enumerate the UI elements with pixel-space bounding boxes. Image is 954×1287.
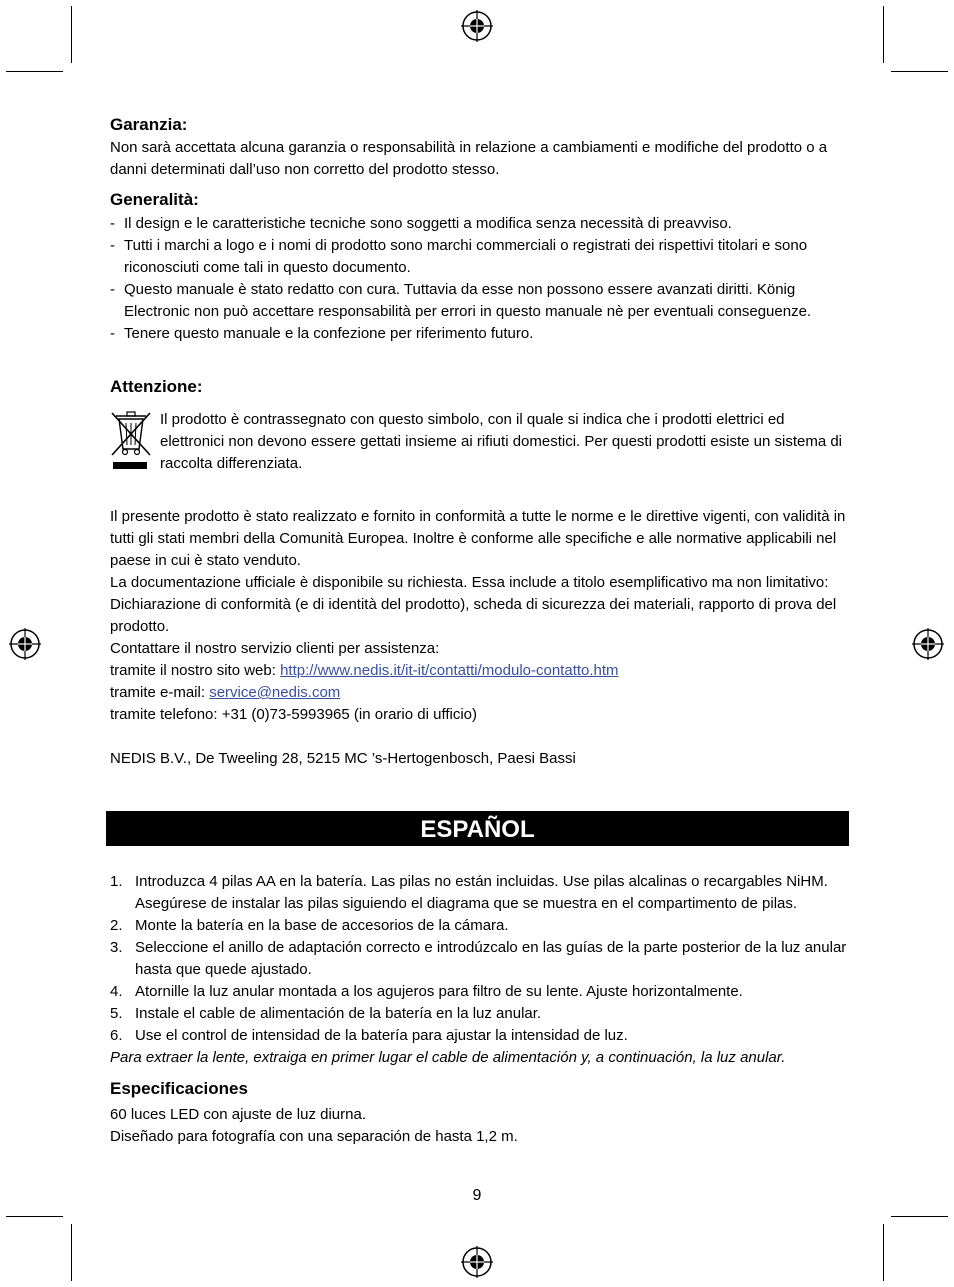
crop-mark	[71, 6, 72, 63]
step-text: Use el control de intensidad de la batería para ajustar la intensidad de luz.	[135, 1027, 628, 1044]
crop-mark	[6, 1216, 63, 1217]
list-item: - Tutti i marchi a logo e i nomi di prodotto sono marchi commerciali o registrati dei rispettivi titolari e sono riconosciuti come tali in questo documento.	[110, 235, 850, 279]
step-number: 1.	[110, 873, 123, 890]
garanzia-text: Non sarà accettata alcuna garanzia o responsabilità in relazione a cambiamenti e modifiche del prodotto o a danni determinati dall’uso non corretto del prodotto stesso.	[110, 139, 828, 178]
spec-line: Diseñado para fotografía con una separación de hasta 1,2 m.	[110, 1128, 518, 1145]
step-number: 3.	[110, 939, 123, 956]
generalita-heading: Generalità:	[110, 190, 199, 209]
registration-mark-icon	[461, 1246, 493, 1278]
registration-mark-icon	[9, 628, 41, 660]
contact-intro: Contattare il nostro servizio clienti per assistenza:	[110, 640, 440, 657]
instructions-list	[110, 871, 850, 1047]
crop-mark	[6, 71, 63, 72]
generalita-list	[110, 213, 850, 345]
list-item	[110, 1025, 850, 1047]
contact-web-line	[110, 660, 850, 682]
crop-mark	[883, 1224, 884, 1281]
contact-phone-line: tramite telefono: +31 (0)73-5993965 (in orario di ufficio)	[110, 706, 478, 723]
attenzione-heading: Attenzione:	[110, 377, 203, 396]
contact-email-link[interactable]: service@nedis.com	[209, 684, 341, 701]
garanzia-section	[110, 114, 850, 181]
step-number: 4.	[110, 983, 123, 1000]
company-address: NEDIS B.V., De Tweeling 28, 5215 MC ’s-Hertogenbosch, Paesi Bassi	[110, 750, 576, 767]
spec-line: 60 luces LED con ajuste de luz diurna.	[110, 1106, 366, 1123]
list-item: - Il design e le caratteristiche tecniche sono soggetti a modifica senza necessità di preavviso.	[110, 213, 850, 235]
crop-mark	[71, 1224, 72, 1281]
list-item	[110, 915, 850, 937]
contact-web-label: tramite il nostro sito web:	[110, 662, 281, 679]
step-text: Atornille la luz anular montada a los agujeros para filtro de su lente. Ajuste horizontalmente.	[135, 983, 743, 1000]
contact-web-link[interactable]: http://www.nedis.it/it-it/contatti/modulo-contatto.htm	[280, 662, 619, 679]
list-item: - Questo manuale è stato redatto con cura. Tuttavia da esse non possono essere avanzati diritti. König Electronic non può accettare responsabilità per errori in questo manuale nè per eventuali conseguenze.	[110, 279, 850, 323]
contact-email-label: tramite e-mail:	[110, 684, 210, 701]
removal-note: Para extraer la lente, extraiga en primer lugar el cable de alimentación y, a continuación, la luz anular.	[110, 1049, 786, 1066]
language-banner: ESPAÑOL	[106, 811, 849, 846]
crop-mark	[891, 1216, 948, 1217]
attenzione-text: Il prodotto è contrassegnato con questo simbolo, con il quale si indica che i prodotti elettrici ed elettronici non devono essere gettati insieme ai rifiuti domestici. Per questi prodotti esiste un sistema di raccolta differenziata.	[160, 411, 843, 472]
specifications-heading: Especificaciones	[110, 1079, 248, 1098]
list-item	[110, 871, 850, 915]
conformity-section	[110, 506, 850, 770]
step-number: 2.	[110, 917, 123, 934]
weee-crossed-bin-icon	[110, 409, 152, 473]
step-number: 5.	[110, 1005, 123, 1022]
generalita-section	[110, 189, 850, 345]
registration-mark-icon	[461, 10, 493, 42]
conformity-paragraph: Il presente prodotto è stato realizzato e fornito in conformità a tutte le norme e le direttive vigenti, con validità in tutti gli stati membri della Comunità Europea. Inoltre è conforme alle specifiche e alle normative applicabili nel paese in cui è stato venduto.	[110, 508, 846, 569]
list-item	[110, 1003, 850, 1025]
attenzione-section	[110, 376, 850, 398]
step-text: Seleccione el anillo de adaptación correcto e introdúzcalo en las guías de la parte posterior de la luz anular hasta que quede ajustado.	[135, 939, 847, 978]
list-item	[110, 937, 850, 981]
espanol-section	[110, 871, 850, 1148]
step-text: Monte la batería en la base de accesorios de la cámara.	[135, 917, 509, 934]
step-text: Introduzca 4 pilas AA en la batería. Las pilas no están incluidas. Use pilas alcalinas o recargables NiHM. Asegúrese de instalar las pilas siguiendo el diagrama que se muestra en el compartimento de pilas.	[135, 873, 828, 912]
step-text: Instale el cable de alimentación de la batería en la luz anular.	[135, 1005, 542, 1022]
list-item: - Tenere questo manuale e la confezione per riferimento futuro.	[110, 323, 850, 345]
step-number: 6.	[110, 1027, 123, 1044]
crop-mark	[891, 71, 948, 72]
garanzia-heading: Garanzia:	[110, 115, 188, 134]
documentation-paragraph: La documentazione ufficiale è disponibile su richiesta. Essa include a titolo esemplificativo ma non limitativo: Dichiarazione di conformità (e di identità del prodotto), scheda di sicurezza dei materiali, rapporto di prova del prodotto.	[110, 574, 837, 635]
crop-mark	[883, 6, 884, 63]
registration-mark-icon	[912, 628, 944, 660]
page-number: 9	[472, 1187, 482, 1204]
contact-email-line	[110, 682, 850, 704]
list-item	[110, 981, 850, 1003]
